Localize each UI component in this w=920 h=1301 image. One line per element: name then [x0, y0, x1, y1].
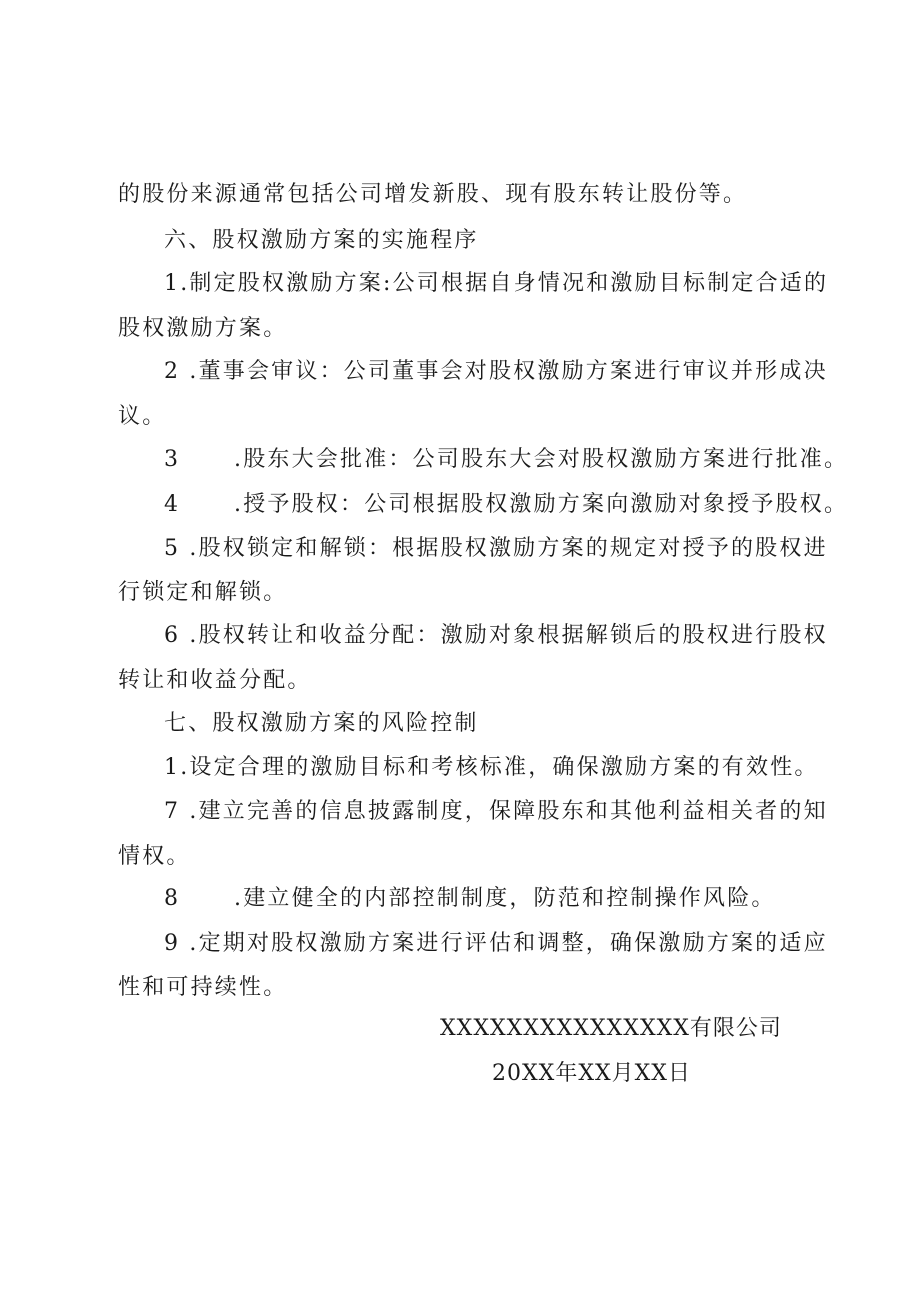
step-1-line-2: 股权激励方案。	[118, 316, 288, 341]
section-heading-6: 六、股权激励方案的实施程序	[164, 228, 479, 253]
step-5-line-1: 5 .股权锁定和解锁：根据股权激励方案的规定对授予的股权进	[164, 536, 828, 561]
step-3-text: .股东大会批准：公司股东大会对股权激励方案进行批准。	[234, 447, 849, 472]
step-6-line-1: 6 .股权转让和收益分配：激励对象根据解锁后的股权进行股权	[164, 623, 828, 648]
risk-8	[164, 884, 776, 914]
step-5-line-2: 行锁定和解锁。	[118, 580, 288, 605]
step-3-number: 3	[164, 447, 181, 472]
signature-date: 20XX年XX月XX日	[492, 1061, 691, 1086]
risk-9-line-1: 9 .定期对股权激励方案进行评估和调整，确保激励方案的适应	[164, 931, 828, 956]
risk-7-line-1: 7 .建立完善的信息披露制度，保障股东和其他利益相关者的知	[164, 799, 828, 824]
section-heading-7: 七、股权激励方案的风险控制	[164, 711, 479, 736]
step-2-line-2: 议。	[118, 404, 167, 429]
step-4	[164, 490, 848, 520]
step-2-line-1: 2 .董事会审议：公司董事会对股权激励方案进行审议并形成决	[164, 359, 828, 384]
risk-8-number: 8	[164, 886, 181, 911]
risk-1: 1.设定合理的激励目标和考核标准，确保激励方案的有效性。	[164, 755, 819, 780]
risk-7-line-2: 情权。	[118, 844, 191, 869]
step-1-line-1: 1.制定股权激励方案:公司根据自身情况和激励目标制定合适的	[164, 271, 829, 296]
paragraph-continuation: 的股份来源通常包括公司增发新股、现有股东转让股份等。	[118, 182, 748, 207]
risk-8-text: .建立健全的内部控制制度，防范和控制操作风险。	[234, 886, 776, 911]
step-4-number: 4	[164, 492, 181, 517]
company-signature: XXXXXXXXXXXXXXX有限公司	[440, 1016, 782, 1041]
step-4-text: .授予股权：公司根据股权激励方案向激励对象授予股权。	[234, 492, 849, 517]
step-3	[164, 445, 848, 475]
risk-9-line-2: 性和可持续性。	[118, 975, 288, 1000]
step-6-line-2: 转让和收益分配。	[118, 668, 312, 693]
